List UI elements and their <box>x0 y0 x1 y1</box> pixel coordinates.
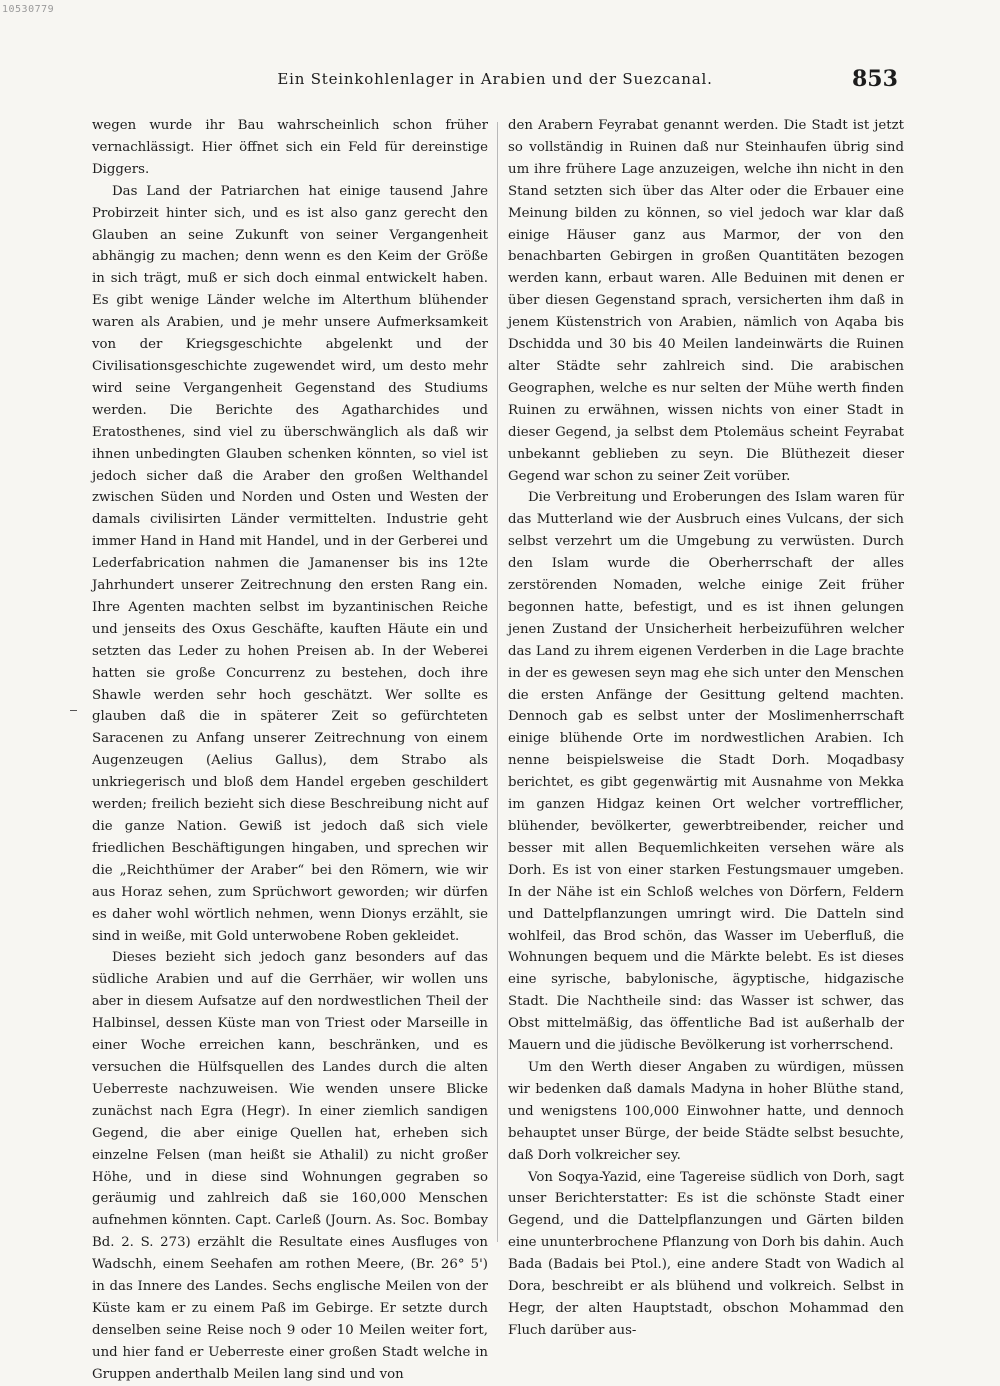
page-number: 853 <box>852 66 898 92</box>
right-column <box>508 115 904 1342</box>
left-paragraph-3: Dieses bezieht sich jedoch ganz besonders auf das südliche Arabien und auf die Gerrhäer, wir wollen uns aber in diesem Aufsatze auf den nordwestlichen Theil der Halbinsel, dessen Küste man von Triest oder Marseille in einer Woche erreichen kann, beschränken, und es versuchen die Hülfsquellen des Landes durch die alten Ueberreste nachzuweisen. Wie wenden unsere Blicke zunächst nach Egra (Hegr). In einer ziemlich sandigen Gegend, die aber einige Quellen hat, erheben sich einzelne Felsen (man heißt sie Athalil) zu nicht großer Höhe, und in diese sind Wohnungen gegraben so geräumig und zahlreich daß sie 160,000 Menschen aufnehmen könnten. Capt. Carleß (Journ. As. Soc. Bombay Bd. 2. S. 273) erzählt die Resultate eines Ausfluges von Wadschh, einem Seehafen am rothen Meere, (Br. 26° 5') in das Innere des Landes. Sechs englische Meilen von der Küste kam er zu einem Paß im Gebirge. Er setzte durch denselben seine Reise noch 9 oder 10 Meilen weiter fort, und hier fand er Ueberreste einer großen Stadt welche in Gruppen anderthalb Meilen lang sind und von <box>92 950 488 1382</box>
running-title: Ein Steinkohlenlager in Arabien und der Suezcanal. <box>277 70 713 88</box>
right-paragraph-2: Die Verbreitung und Eroberungen des Islam waren für das Mutterland wie der Ausbruch eines Vulcans, der sich selbst verzehrt um die Umgebung zu verwüsten. Durch den Islam wurde die Oberherrschaft der alles zerstörenden Nomaden, welche einige Zeit früher begonnen hatte, befestigt, und es ist ihnen gelungen jenen Zustand der Unsicherheit herbeizuführen welcher das Land zu ihrem eigenen Verderben in die Lage brachte in der es gewesen seyn mag ehe sich unter den Menschen die ersten Anfänge der Gesittung geltend machten. Dennoch gab es selbst unter der Moslimenherrschaft einige blühende Orte im nordwestlichen Arabien. Ich nenne beispielsweise die Stadt Dorh. Moqadbasy berichtet, es gibt gegenwärtig mit Ausnahme von Mekka im ganzen Hidgaz keinen Ort welcher vortrefflicher, blühender, bevölkerter, gewerbtreibender, reicher und besser mit allen Bequemlichkeiten versehen wäre als Dorh. Es ist von einer starken Festungsmauer umgeben. In der Nähe ist ein Schloß welches von Dörfern, Feldern und Dattelpflanzungen umringt wird. Die Datteln sind wohlfeil, das Brod schön, das Wasser im Ueberfluß, die Wohnungen bequem und die Märkte belebt. Es ist dieses eine syrische, babylonische, ägyptische, hidgazische Stadt. Die Nachtheile sind: das Wasser ist schwer, das Obst mittelmäßig, das öffentliche Bad ist außerhalb der Mauern und die jüdische Bevölkerung ist vorherrschend. <box>508 490 904 1054</box>
left-paragraph-1: wegen wurde ihr Bau wahrscheinlich schon früher vernachlässigt. Hier öffnet sich ein Feld für dereinstige Diggers. <box>92 118 488 177</box>
scan-id-label: 10530779 <box>2 4 55 15</box>
right-paragraph-1: den Arabern Feyrabat genannt werden. Die Stadt ist jetzt so vollständig in Ruinen daß nur Steinhaufen übrig sind um ihre frühere Lage anzuzeigen, welche ihn nicht in den Stand setzten sich über das Alter oder die Erbauer eine Meinung bilden zu können, so viel jedoch war klar daß einige Häuser ganz aus Marmor, der von den benachbarten Gebirgen in großen Quantitäten bezogen werden kann, erbaut waren. Alle Beduinen mit denen er über diesen Gegenstand sprach, versicherten ihm daß in jenem Küstenstrich von Arabien, nämlich von Aqaba bis Dschidda und 30 bis 40 Meilen landeinwärts die Ruinen alter Städte sehr zahlreich sind. Die arabischen Geographen, welche es nur selten der Mühe werth finden Ruinen zu erwähnen, wissen nichts von einer Stadt in dieser Gegend, ja selbst dem Ptolemäus scheint Feyrabat unbekannt geblieben zu seyn. Die Blüthezeit dieser Gegend war schon zu seiner Zeit vorüber. <box>508 118 904 484</box>
right-paragraph-3: Um den Werth dieser Angaben zu würdigen, müssen wir bedenken daß damals Madyna in hoher Blüthe stand, und wenigstens 100,000 Einwohner hatte, und dennoch behauptet unser Bürge, der beide Städte selbst besuchte, daß Dorh volkreicher sey. <box>508 1059 904 1163</box>
margin-mark <box>70 710 77 711</box>
left-paragraph-2: Das Land der Patriarchen hat einige tausend Jahre Probirzeit hinter sich, und es ist also ganz gerecht den Glauben an seine Zukunft von seiner Vergangenheit abhängig zu machen; denn wenn es den Keim der Größe in sich trägt, muß er sich doch einmal entwickelt haben. Es gibt wenige Länder welche im Alterthum blühender waren als Arabien, und je mehr unsere Aufmerksamkeit von der Kriegsgeschichte abgelenkt und der Civilisationsgeschichte zugewendet wird, um desto mehr wird seine Vergangenheit Gegenstand des Studiums werden. Die Berichte des Agatharchides und Eratosthenes, sind viel zu überschwänglich als daß wir ihnen unbedingten Glauben schenken könnten, so viel ist jedoch sicher daß die Araber den großen Welthandel zwischen Süden und Norden und Osten und Westen der damals civilisirten Länder vermittelten. Industrie geht immer Hand in Hand mit Handel, und in der Gerberei und Lederfabrication nahmen die Jamanenser bis ins 12te Jahrhundert unserer Zeitrechnung den ersten Rang ein. Ihre Agenten machten selbst im byzantinischen Reiche und jenseits des Oxus Geschäfte, kauften Häute ein und setzten das Leder zu hohen Preisen ab. In der Weberei hatten sie große Concurrenz zu bestehen, doch ihre Shawle werden sehr hoch geschätzt. Wer sollte es glauben daß die in späterer Zeit so gefürchteten Saracenen zu Anfang unserer Zeitrechnung von einem Augenzeugen (Aelius Gallus), dem Strabo als unkriegerisch und bloß dem Handel ergeben geschildert werden; freilich bezieht sich diese Beschreibung nicht auf die ganze Nation. Gewiß ist jedoch daß sich viele friedlichen Beschäftigungen hingaben, und sprechen wir die „Reichthümer der Araber“ bei den Römern, wie wir aus Horaz sehen, zum Sprüchwort geworden; wir dürfen es daher wohl wörtlich nehmen, wenn Dionys erzählt, sie sind in weiße, mit Gold unterwobene Roben gekleidet. <box>92 183 488 944</box>
right-paragraph-4: Von Soqya-Yazid, eine Tagereise südlich von Dorh, sagt unser Berichterstatter: Es ist die schönste Stadt einer Gegend, und die Dattelpflanzungen und Gärten bilden eine ununterbrochene Pflanzung von Dorh bis dahin. Auch Bada (Badais bei Ptol.), eine andere Stadt von Wadich al Dora, beschreibt er als blühend und volkreich. Selbst in Hegr, der alten Hauptstadt, obschon Mohammad den Fluch darüber aus- <box>508 1169 904 1338</box>
column-divider <box>497 122 498 1242</box>
left-column <box>92 115 488 1386</box>
